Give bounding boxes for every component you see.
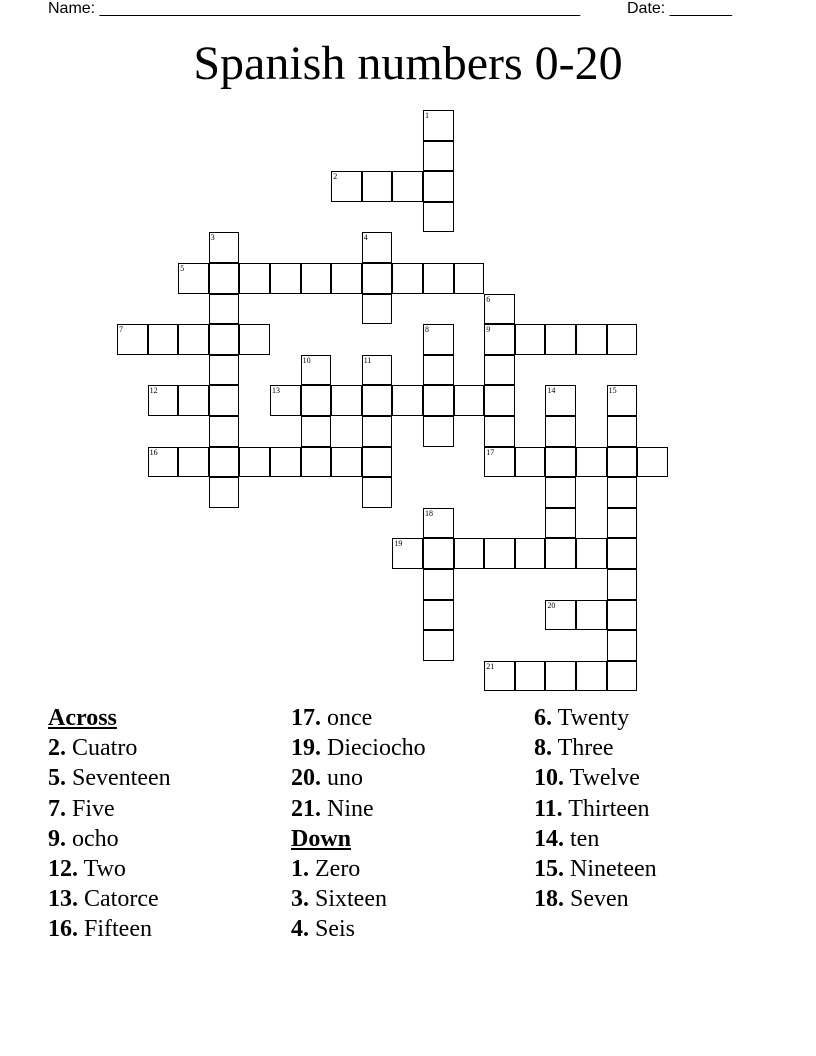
- clue-across-20: [291, 763, 426, 793]
- cell-number: 21: [486, 661, 495, 671]
- grid-cell[interactable]: [301, 416, 332, 447]
- grid-cell[interactable]: [362, 477, 393, 508]
- clue-number: 19.: [291, 735, 321, 762]
- clue-text: Twenty: [557, 705, 630, 731]
- clue-text: once: [327, 705, 373, 731]
- grid-cell[interactable]: [545, 324, 576, 355]
- grid-cell[interactable]: [545, 661, 576, 692]
- cell-number: 12: [149, 386, 158, 396]
- grid-cell[interactable]: [331, 447, 362, 478]
- grid-cell[interactable]: [239, 263, 270, 294]
- clue-across-17: [291, 703, 426, 733]
- grid-cell[interactable]: [362, 385, 393, 416]
- grid-cell[interactable]: [515, 538, 546, 569]
- grid-cell[interactable]: [484, 416, 515, 447]
- clue-down-4: [291, 914, 426, 944]
- cell-number: 4: [363, 233, 368, 243]
- clue-across-5: [48, 763, 171, 793]
- name-field-label: Name: ______________________________________________________: [48, 0, 581, 17]
- cell-number: 1: [425, 111, 429, 120]
- clue-text: Fifteen: [84, 916, 152, 943]
- grid-cell[interactable]: [423, 110, 454, 141]
- clue-text: Nine: [327, 795, 374, 822]
- clue-across-7: [48, 794, 171, 824]
- clue-number: 13.: [48, 886, 78, 913]
- clue-number: 12.: [48, 856, 78, 883]
- cell-number: 8: [425, 325, 429, 335]
- grid-cell[interactable]: [545, 538, 576, 569]
- clue-across-2: [48, 733, 171, 763]
- grid-cell[interactable]: [362, 416, 393, 447]
- grid-cell[interactable]: [117, 324, 148, 355]
- clue-text: Three: [557, 735, 614, 762]
- clue-text: Dieciocho: [327, 735, 426, 762]
- cell-number: 11: [363, 355, 372, 365]
- cell-number: 6: [486, 294, 491, 304]
- grid-cell[interactable]: [209, 416, 240, 447]
- grid-cell[interactable]: [362, 232, 393, 263]
- grid-cell[interactable]: [178, 447, 209, 478]
- grid-cell[interactable]: [484, 324, 515, 355]
- grid-cell[interactable]: [423, 385, 454, 416]
- date-field-label: Date: _______: [627, 0, 732, 17]
- grid-cell[interactable]: [545, 508, 576, 539]
- clue-text: Cuatro: [72, 735, 138, 762]
- clue-number: 5.: [48, 765, 66, 792]
- grid-cell[interactable]: [637, 447, 668, 478]
- grid-cell[interactable]: [209, 385, 240, 416]
- grid-cell[interactable]: [484, 355, 515, 386]
- clue-across-19: [291, 733, 426, 763]
- cell-number: 20: [547, 600, 556, 610]
- grid-cell[interactable]: [515, 324, 546, 355]
- clue-number: 18.: [534, 886, 564, 913]
- down-heading: Down: [291, 825, 352, 852]
- grid-cell[interactable]: [484, 294, 515, 325]
- page-title: Spanish numbers 0-20: [193, 37, 623, 90]
- grid-cell[interactable]: [423, 141, 454, 172]
- cell-number: 18: [425, 508, 433, 518]
- grid-cell[interactable]: [607, 447, 638, 478]
- grid-cell[interactable]: [484, 538, 515, 569]
- grid-cell[interactable]: [545, 385, 576, 416]
- grid-cell[interactable]: [270, 447, 301, 478]
- cell-number: 15: [608, 386, 617, 396]
- grid-cell[interactable]: [515, 447, 546, 478]
- clue-down-3: [291, 884, 426, 914]
- grid-cell[interactable]: [607, 538, 638, 569]
- clue-number: 20.: [291, 765, 321, 792]
- grid-cell[interactable]: [239, 324, 270, 355]
- grid-cell[interactable]: [331, 263, 362, 294]
- grid-cell[interactable]: [270, 263, 301, 294]
- grid-cell[interactable]: [209, 447, 240, 478]
- grid-cell[interactable]: [576, 600, 607, 631]
- grid-cell[interactable]: [148, 447, 179, 478]
- grid-cell[interactable]: [423, 355, 454, 386]
- cell-number: 7: [119, 325, 123, 335]
- cell-number: 16: [149, 447, 158, 457]
- grid-cell[interactable]: [607, 630, 638, 661]
- clue-down-11: [534, 794, 657, 824]
- grid-cell[interactable]: [362, 294, 393, 325]
- grid-cell[interactable]: [209, 294, 240, 325]
- grid-cell[interactable]: [392, 263, 423, 294]
- clue-number: 7.: [48, 795, 66, 822]
- clue-number: 14.: [534, 825, 564, 852]
- grid-cell[interactable]: [148, 385, 179, 416]
- clue-text: Zero: [315, 856, 361, 883]
- grid-cell[interactable]: [607, 385, 638, 416]
- clue-number: 11.: [534, 795, 563, 822]
- cell-number: 13: [272, 386, 280, 396]
- grid-cell[interactable]: [392, 171, 423, 202]
- grid-cell[interactable]: [209, 232, 240, 263]
- clue-number: 3.: [291, 886, 309, 913]
- clue-number: 4.: [291, 916, 309, 943]
- clue-column-1: [48, 703, 171, 945]
- cell-number: 14: [547, 386, 556, 396]
- grid-cell[interactable]: [515, 661, 546, 692]
- grid-cell[interactable]: [607, 416, 638, 447]
- grid-cell[interactable]: [209, 355, 240, 386]
- clue-text: Nineteen: [570, 856, 657, 883]
- grid-cell[interactable]: [301, 355, 332, 386]
- grid-cell[interactable]: [362, 447, 393, 478]
- grid-cell[interactable]: [331, 385, 362, 416]
- grid-cell[interactable]: [178, 263, 209, 294]
- grid-cell[interactable]: [209, 477, 240, 508]
- clue-text: Seven: [570, 886, 629, 913]
- grid-cell[interactable]: [423, 202, 454, 233]
- clue-text: Seis: [315, 916, 356, 943]
- grid-cell[interactable]: [423, 569, 454, 600]
- clue-across-13: [48, 884, 171, 914]
- cell-number: 5: [180, 264, 185, 273]
- clue-down-14: [534, 824, 657, 854]
- clue-column-2: [291, 703, 426, 945]
- grid-cell[interactable]: [209, 324, 240, 355]
- clue-down-10: [534, 763, 657, 793]
- clue-number: 9.: [48, 825, 66, 852]
- grid-cell[interactable]: [239, 447, 270, 478]
- grid-cell[interactable]: [576, 661, 607, 692]
- grid-cell[interactable]: [423, 171, 454, 202]
- grid-cell[interactable]: [484, 447, 515, 478]
- grid-cell[interactable]: [423, 508, 454, 539]
- clue-number: 2.: [48, 735, 66, 762]
- grid-cell[interactable]: [454, 538, 485, 569]
- grid-cell[interactable]: [392, 538, 423, 569]
- cell-number: 9: [486, 325, 491, 335]
- grid-cell[interactable]: [148, 324, 179, 355]
- grid-cell[interactable]: [423, 263, 454, 294]
- clue-text: ocho: [72, 825, 119, 852]
- grid-cell[interactable]: [423, 324, 454, 355]
- clue-number: 16.: [48, 916, 78, 943]
- grid-cell[interactable]: [301, 447, 332, 478]
- grid-cell[interactable]: [607, 508, 638, 539]
- grid-cell[interactable]: [607, 600, 638, 631]
- grid-cell[interactable]: [209, 263, 240, 294]
- cell-number: 3: [210, 233, 215, 243]
- clue-across-9: [48, 824, 171, 854]
- grid-cell[interactable]: [607, 324, 638, 355]
- grid-cell[interactable]: [423, 416, 454, 447]
- clue-number: 17.: [291, 705, 321, 731]
- clue-down-18: [534, 884, 657, 914]
- grid-cell[interactable]: [270, 385, 301, 416]
- grid-cell[interactable]: [423, 630, 454, 661]
- clue-down-6: [534, 703, 657, 733]
- cell-number: 17: [486, 447, 495, 457]
- grid-cell[interactable]: [545, 477, 576, 508]
- grid-cell[interactable]: [545, 447, 576, 478]
- grid-cell[interactable]: [576, 538, 607, 569]
- clue-number: 15.: [534, 856, 564, 883]
- clue-across-16: [48, 914, 171, 944]
- clue-text: ten: [570, 825, 600, 852]
- clue-text: Two: [83, 856, 126, 883]
- clue-text: Twelve: [569, 765, 640, 792]
- clue-down-15: [534, 854, 657, 884]
- grid-cell[interactable]: [454, 263, 485, 294]
- cell-number: 10: [302, 355, 311, 365]
- clue-column-3: [534, 703, 657, 914]
- grid-cell[interactable]: [301, 263, 332, 294]
- grid-cell[interactable]: [484, 661, 515, 692]
- clue-across-12: [48, 854, 171, 884]
- grid-cell[interactable]: [423, 538, 454, 569]
- clue-across-21: [291, 794, 426, 824]
- clue-text: Seventeen: [72, 765, 171, 792]
- grid-cell[interactable]: [576, 447, 607, 478]
- grid-cell[interactable]: [362, 171, 393, 202]
- grid-cell[interactable]: [545, 416, 576, 447]
- clue-down-8: [534, 733, 657, 763]
- cell-number: 2: [333, 172, 338, 182]
- grid-cell[interactable]: [301, 385, 332, 416]
- clue-number: 6.: [534, 705, 552, 731]
- clue-down-1: [291, 854, 426, 884]
- cell-number: 19: [394, 539, 403, 549]
- grid-cell[interactable]: [484, 385, 515, 416]
- grid-cell[interactable]: [576, 324, 607, 355]
- clue-text: uno: [327, 765, 363, 792]
- grid-cell[interactable]: [392, 385, 423, 416]
- clue-number: 1.: [291, 856, 309, 883]
- grid-cell[interactable]: [178, 324, 209, 355]
- clue-text: Catorce: [84, 886, 159, 913]
- grid-cell[interactable]: [454, 385, 485, 416]
- clue-number: 8.: [534, 735, 552, 762]
- grid-cell[interactable]: [178, 385, 209, 416]
- grid-cell[interactable]: [607, 569, 638, 600]
- grid-cell[interactable]: [362, 263, 393, 294]
- grid-cell[interactable]: [545, 600, 576, 631]
- grid-cell[interactable]: [423, 600, 454, 631]
- clue-number: 10.: [534, 765, 564, 792]
- clue-text: Five: [72, 795, 115, 822]
- grid-cell[interactable]: [607, 661, 638, 692]
- clue-text: Sixteen: [315, 886, 387, 913]
- grid-cell[interactable]: [331, 171, 362, 202]
- grid-cell[interactable]: [607, 477, 638, 508]
- clue-number: 21.: [291, 795, 321, 822]
- across-heading: Across: [48, 705, 117, 731]
- grid-cell[interactable]: [362, 355, 393, 386]
- clue-text: Thirteen: [568, 795, 650, 822]
